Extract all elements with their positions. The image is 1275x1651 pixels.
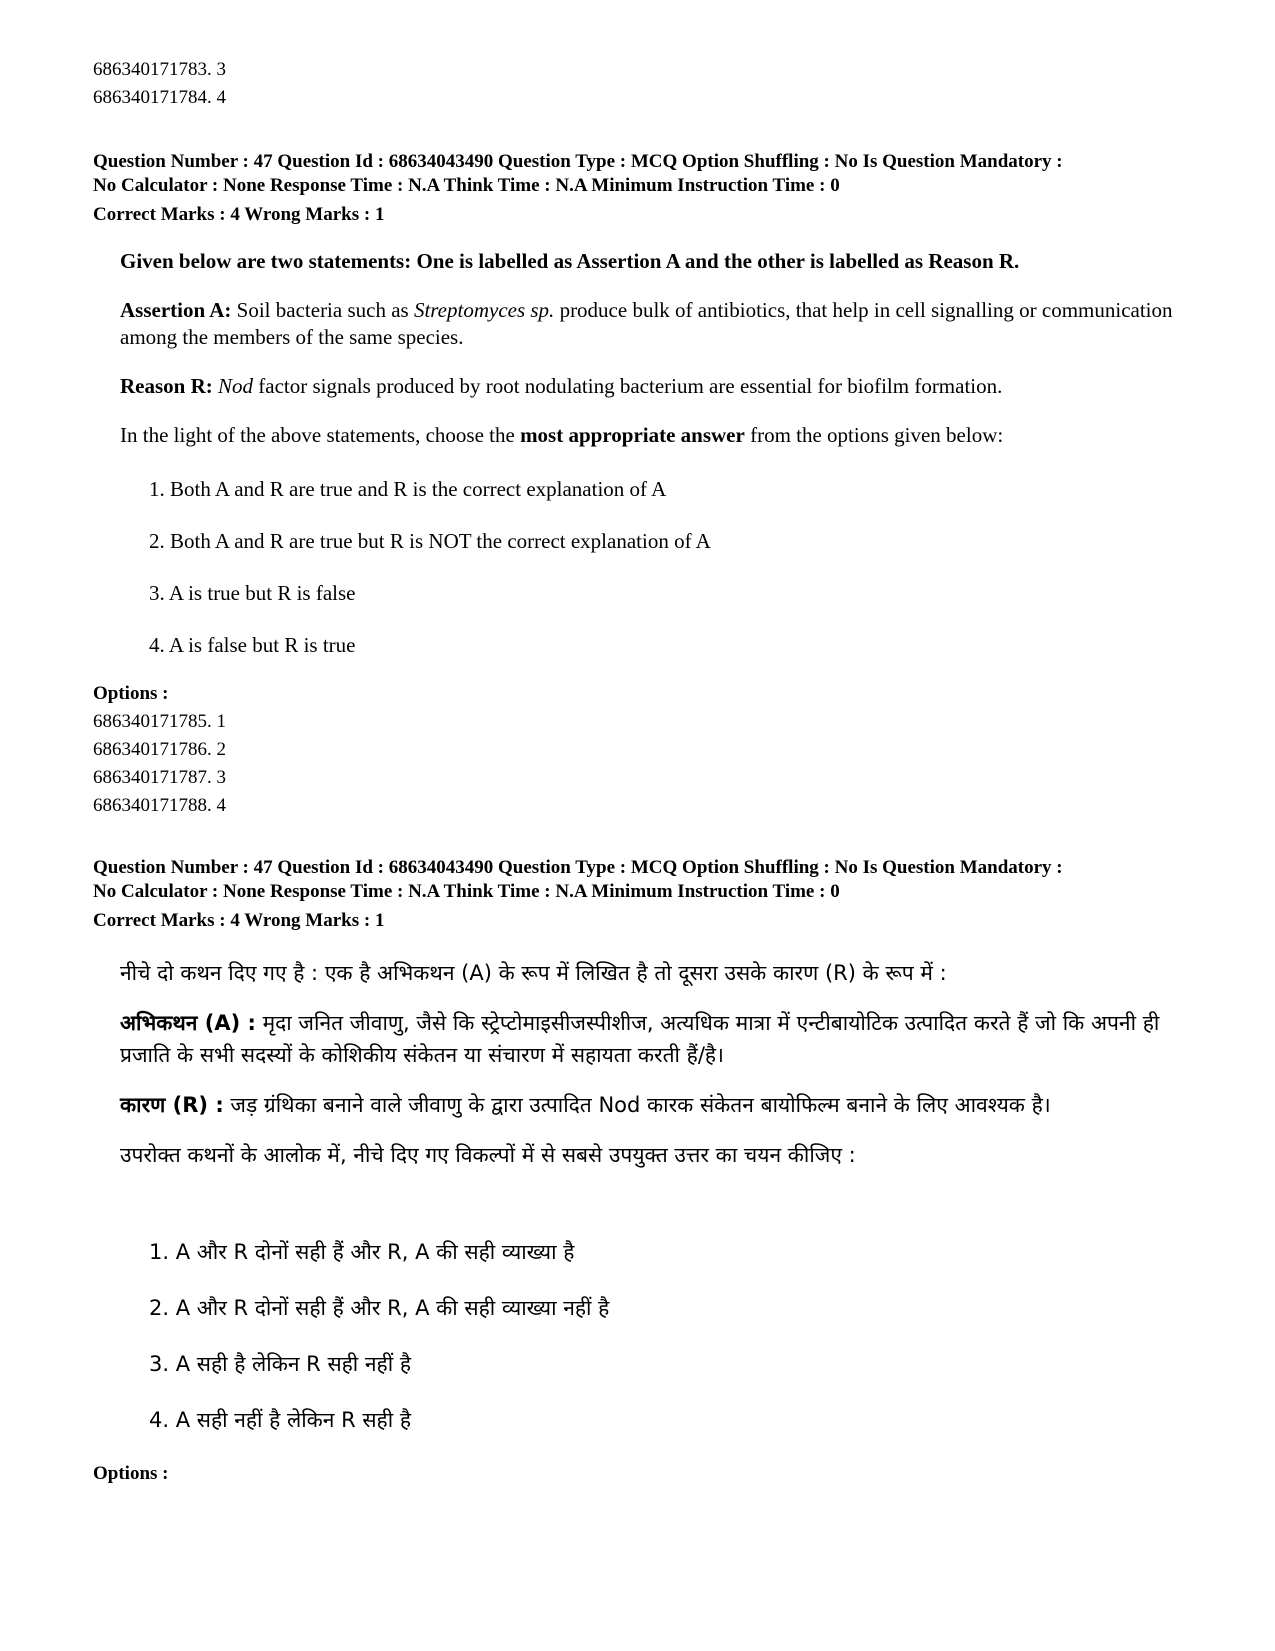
option-line: 686340171785. 1	[93, 711, 226, 732]
answer-choice: 1. A और R दोनों सही हैं और R, A की सही व्याख्या है	[149, 1240, 575, 1264]
question-instruction: उपरोक्त कथनों के आलोक में, नीचे दिए गए विकल्पों में से सबसे उपयुक्त उत्तर का चयन कीजिए :	[120, 1143, 856, 1167]
answer-choice: 4. A is false but R is true	[149, 633, 356, 657]
previous-options	[93, 56, 1183, 112]
assertion-organism: Streptomyces sp.	[413, 298, 555, 322]
answer-choice: 3. A is true but R is false	[149, 581, 356, 605]
instruction-post: from the options given below:	[744, 423, 1004, 447]
question-meta-line2: No Calculator : None Response Time : N.A Think Time : N.A Minimum Instruction Time : 0	[93, 881, 840, 902]
question-header	[93, 150, 1183, 227]
question-header	[93, 856, 1183, 933]
assertion-statement	[120, 297, 1180, 351]
instruction-bold: most appropriate answer	[520, 423, 745, 447]
reason-statement	[120, 373, 1180, 400]
assertion-label: अभिकथन (A) :	[120, 1011, 256, 1035]
option-line: 686340171787. 3	[93, 767, 226, 788]
question-meta-line1: Question Number : 47 Question Id : 68634043490 Question Type : MCQ Option Shuffling : No Is Question Mandatory :	[93, 857, 1063, 878]
assertion-text: मृदा जनित जीवाणु, जैसे कि स्ट्रेप्टोमाइसीजस्पीशीज, अत्यधिक मात्रा में एन्टीबायोटिक उत्पादित करते हैं जो कि अपनी ही प्रजाति के सभी सदस्यों के कोशिकीय संकेतन या संचारण में सहायता करती हैं/है।	[120, 1011, 1160, 1067]
question-intro: नीचे दो कथन दिए गए है : एक है अभिकथन (A) के रूप में लिखित है तो दूसरा उसके कारण (R) के रूप में :	[120, 961, 947, 985]
options-section	[93, 1460, 1183, 1488]
answer-choice: 2. Both A and R are true but R is NOT the correct explanation of A	[149, 529, 711, 553]
reason-label: कारण (R) :	[120, 1093, 224, 1117]
reason-text: factor signals produced by root nodulating bacterium are essential for biofilm formation.	[253, 374, 1003, 398]
answer-choice: 3. A सही है लेकिन R सही नहीं है	[149, 1352, 411, 1376]
options-section	[93, 680, 1183, 820]
option-line: 686340171784. 4	[93, 87, 226, 108]
instruction-pre: In the light of the above statements, choose the	[120, 423, 521, 447]
question-body-english	[120, 248, 1180, 449]
options-label: Options :	[93, 683, 169, 704]
assertion-text-post: produce bulk of antibiotics, that help in cell signalling or communication among the members of the same species.	[120, 298, 1173, 349]
question-marks: Correct Marks : 4 Wrong Marks : 1	[93, 910, 385, 931]
assertion-label: Assertion A:	[120, 298, 232, 322]
reason-text: जड़ ग्रंथिका बनाने वाले जीवाणु के द्वारा उत्पादित Nod कारक संकेतन बायोफिल्म बनाने के लिए आवश्यक है।	[223, 1093, 1051, 1117]
option-line: 686340171783. 3	[93, 59, 226, 80]
option-line: 686340171786. 2	[93, 739, 226, 760]
assertion-statement	[120, 1007, 1180, 1071]
question-body-hindi	[120, 957, 1180, 1171]
reason-statement	[120, 1089, 1180, 1121]
question-marks: Correct Marks : 4 Wrong Marks : 1	[93, 204, 385, 225]
answer-choice: 4. A सही नहीं है लेकिन R सही है	[149, 1408, 411, 1432]
question-meta-line2: No Calculator : None Response Time : N.A Think Time : N.A Minimum Instruction Time : 0	[93, 175, 840, 196]
answer-choice: 2. A और R दोनों सही हैं और R, A की सही व्याख्या नहीं है	[149, 1296, 610, 1320]
options-label: Options :	[93, 1463, 169, 1484]
reason-factor: Nod	[218, 374, 254, 398]
option-line: 686340171788. 4	[93, 795, 226, 816]
assertion-text-pre: Soil bacteria such as	[231, 298, 414, 322]
question-meta-line1: Question Number : 47 Question Id : 68634043490 Question Type : MCQ Option Shuffling : No Is Question Mandatory :	[93, 151, 1063, 172]
answer-choice: 1. Both A and R are true and R is the correct explanation of A	[149, 477, 667, 501]
question-intro: Given below are two statements: One is labelled as Assertion A and the other is labelled as Reason R.	[120, 249, 1020, 273]
question-instruction	[120, 422, 1180, 449]
reason-label: Reason R:	[120, 374, 213, 398]
